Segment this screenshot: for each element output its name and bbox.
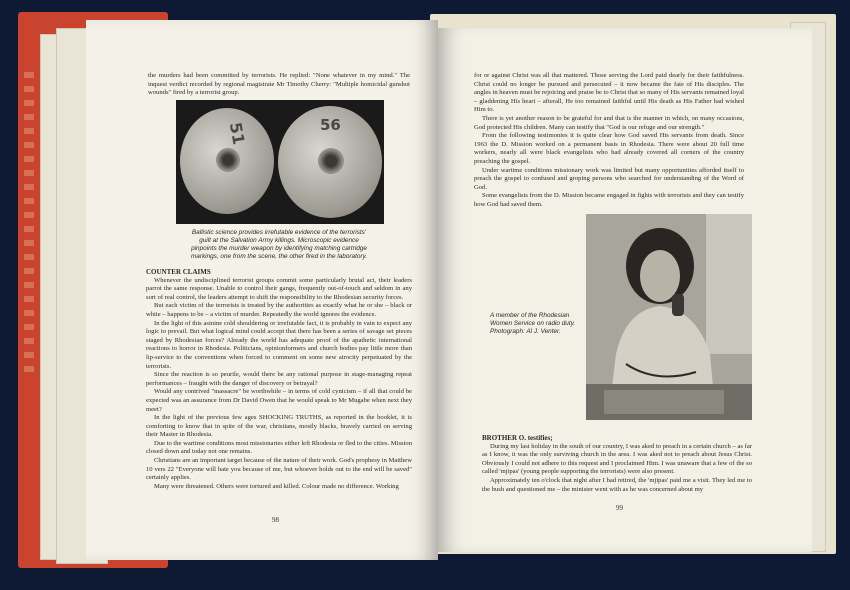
cartridge-photo-caption: Ballistic science provides irrefutable evidence of the terrorists' guilt at the Salvation Army killings. Microscopic evidence pinpoints the murder weapon by identifying matching cartridge markings, one from the scene, the other fired in the laboratory. <box>190 229 368 260</box>
left-paragraph: In the light of the previous few ages SHOCKING TRUTHS, as reported in the booklet, it is comforting to know that in spite of the war, christians, mostly blacks, bravely carried on serving their Master in Rhodesia. <box>146 414 412 439</box>
counter-claims-heading: COUNTER CLAIMS <box>146 268 211 276</box>
right-paragraph: for or against Christ was all that mattered. Those serving the Lord paid dearly for their faithfulness. Christ could no longer be pursued and persecuted – it now became the fate of His disciples. The angles in heaven must be rejoicing and praise be to Christ that so many of His servants remained loyal – gladdening His heart – afterall, He too remained faithful until His death as His Father had wished Him to. <box>474 72 744 114</box>
left-paragraph: Many were threatened. Others were tortured and killed. Colour made no difference. Working <box>154 482 399 490</box>
cover-texture <box>24 72 34 372</box>
testimony-paragraph: During my last holiday in the south of our country, I was aked to preach in a certain church – as far as I know, it was the only surviving church in the area. I was aked not to preach about Jesus Christ. Obviously I could not adhere to this request and I proclaimed Him. I was unaware that a few of the so called 'mjipas' (young people supporting the terrorists) were also present. <box>482 442 752 476</box>
cartridge-base-left <box>180 108 274 214</box>
left-paragraph: Due to the wartime conditions most missionaries either left Rhodesia or fled to the cities. Mission closed down and today not one remains. <box>146 439 412 456</box>
left-paragraph: But each victim of the terrorists is treated by the authorities as exactly what he or she – black or white – happens to be – a victim of murder. Repeatedly the world ignores the evidence. <box>146 302 412 318</box>
left-paragraph: Whenever the undisciplined terrorist groups commit some particularly brutal act, their leaders parrot the same response. Unable to control their gangs, frequently out-of-touch and seldom in any sort of real control, the leaders attempt to shift the responsibility to the Rhodesian security forces. <box>146 276 412 301</box>
cartridge-right-stamp: 56 <box>320 116 341 134</box>
primer-left <box>216 148 240 172</box>
primer-right <box>318 148 344 174</box>
left-body-text <box>146 268 412 491</box>
right-paragraph: Some evangelists from the D. Mission became engaged in fights with terrorists and they can testify how God had saved them. <box>474 192 744 208</box>
left-top-lines: the murders had been committed by terrorists. He replied: "None whatever in my mind." The inquest verdict recorded by regional magistrate Mr Timothy Cherry: "Multiple homicidal gunshot wounds" fired by a terrorist group. <box>148 72 410 97</box>
testimony-text <box>482 434 752 494</box>
left-paragraph: Christians are an important target because of the nature of their work. God's prophesy in Matthew 10 vers 22 "Everyone will hate you because of me, but whoever holds out to the end will be saved" certainly applies. <box>146 457 412 482</box>
right-paragraph: There is yet another reason to be grateful for and that is the manner in which, on many occasions, God protected His children. Many can testify that "God is our refuge and our strength." <box>474 114 744 131</box>
brother-o-heading: BROTHER O. testifies; <box>482 434 553 442</box>
radio-operator-photo <box>586 214 752 420</box>
left-paragraph: Would any contrived "massacre" be worthwhile – in terms of cold cynicism – if all that could be expected was an assurance from Dr David Owen that he would speak to Mr Mugabe when next they meet? <box>146 388 412 413</box>
testimony-paragraph: Approximately ten o'clock that night after I had retired, the 'mjipas' paid me a visit. They led me to the bush and questioned me – the minister went with as he was concerned about my <box>482 476 752 493</box>
radio-photo-caption: A member of the Rhodesian Women Service on radio duty. Photograph: Al J. Venter. <box>490 312 576 335</box>
left-paragraph: In the light of this asinine cold shouldering or irrefutable fact, it is probably in vain to expect any logic to prevail. But what logical mind could accept that there has been a series of savage set pieces staged by Rhodesian forces? Already the world has adequate proof of the apathetic international reactions to horror in Rhodesia. Politicians, opinionformers and church bodies pay little more than lip-service to the conventions when forced to comment on some new atrocity perpetuated by the terrorists. <box>146 319 412 370</box>
page-number-right: 99 <box>616 504 623 512</box>
page-number-left: 98 <box>272 516 279 524</box>
left-top-text <box>148 72 410 98</box>
left-paragraph: Since the reaction is so peurile, would there be any rational purpose in stage-managing repeat performances – fraught with the danger of discovery or betrayal? <box>146 371 412 387</box>
right-paragraph: Under wartime conditions missionary work was limited but many opportunities afforded itself to preach the gospel to confused and groping persons who searched for understanding of the Word of God. <box>474 166 744 191</box>
cartridge-base-right <box>278 106 382 218</box>
right-body-text <box>474 72 744 210</box>
radio-operator-illustration <box>586 214 752 420</box>
cartridge-left-stamp: 51 <box>225 120 249 147</box>
cartridge-photo <box>176 100 384 224</box>
right-paragraph: From the following testimonies it is quite clear how God saved His servants from death. Since 1963 the D. Mission worked on a permanent basis in Rhodesia. There were about 20 full time workers, nearly all were black evangelists who had already covered all corners of the country preaching the gospel. <box>474 132 744 165</box>
